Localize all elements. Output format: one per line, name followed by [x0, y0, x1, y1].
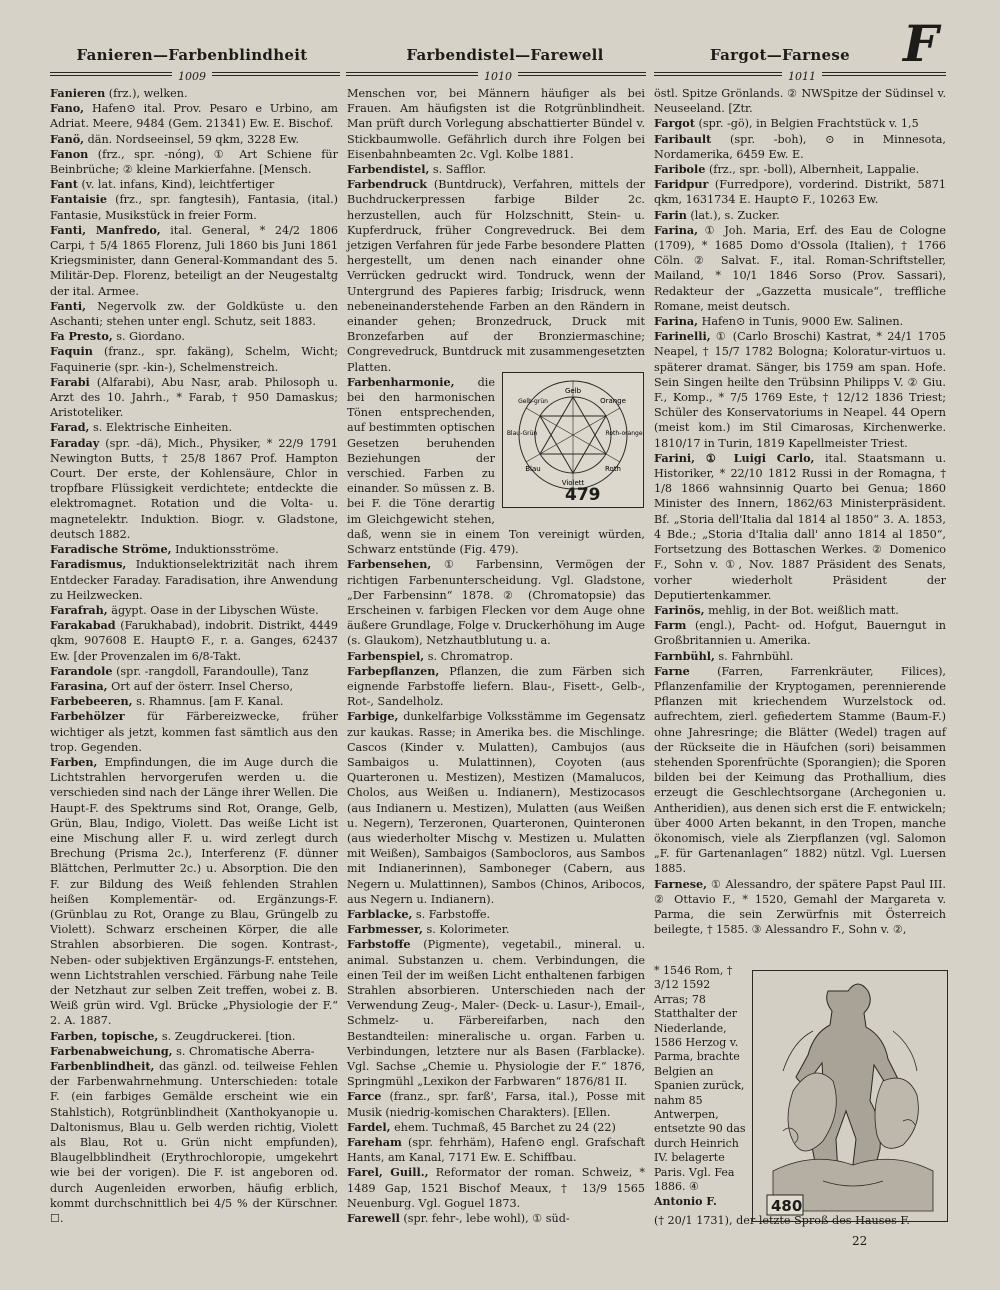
entry-text: Hafen⊙ ital. Prov. Pesaro e Urbino, am Adriat. Meere, 9484 (Gem. 21341) Ew. E. Bischof. [50, 102, 338, 131]
entry-headword: Farbendistel, [347, 162, 430, 177]
dictionary-entry [50, 709, 338, 755]
entry-text: Hafen⊙ in Tunis, 9000 Ew. Salinen. [698, 315, 904, 329]
dictionary-entry [347, 1120, 645, 1135]
dictionary-entry [50, 147, 338, 177]
entry-headword: Farnese, [654, 876, 708, 891]
entry-text: ital. General, * 24/2 1806 Carpi, † 5/4 1865 Florenz, Juli 1860 bis Juni 1861 Kriegsminister, dann General-Kommandant des 5. Militär-Dep. Florenz, beteiligt an der Neugestaltg der ital. Armee. [50, 223, 338, 298]
entry-text: (Farren, Farrenkräuter, Filices), Pflanzenfamilie der Kryptogamen, perennierende Pflanzen mit kriechendem Wurzelstock od. aufrechtem, zierl. gefiedertem Stamme (Baum-F.) ohne Jahresringe; die Blätter (Wedel) tragen auf der Rückseite die in Häufchen (sori) beisammen stehenden Sporenfrüchte (Sporangien); die Sporen bilden bei der Keimung das Prothallium, dies erzeugt die Geschlechtsorgane (Archegonien u. Antheridien), aus denen sich erst die F. entwickeln; über 4000 Arten bekannt, in den Tropen, manche ökonomisch, viele als Zierpflanzen (vgl. Salomon „F. für Gartenanlagen“ 1882) nützl. Vgl. Luersen 1885. [654, 664, 946, 876]
entry-headword: Fardel, [347, 1119, 391, 1134]
dictionary-entry [50, 1029, 338, 1044]
entry-headword: Fareham [347, 1135, 402, 1150]
entry-text: s. Farbstoffe. [412, 907, 491, 921]
circle-label: Violett [561, 479, 585, 487]
dictionary-entry [654, 86, 946, 116]
dictionary-entry [50, 618, 338, 664]
entry-text: Induktionsströme. [171, 543, 279, 557]
entry-text: Menschen vor, bei Männern häufiger als bei Frauen. Am häufigsten ist die Rotgrünblindheit. Man prüft durch Vorlegung abschattierter Bündel v. Stickbaumwolle. Gefährlich durch ihre Folgen bei Eisenbahnbeamten 2c. Vgl. Kolbe 1881. [347, 87, 645, 161]
farnese-antonio-line [654, 1213, 946, 1233]
entry-headword: Farbebeeren, [50, 694, 133, 709]
entry-text: die bei den harmonischen Tönen entsprechenden, auf bestimmten optischen Gesetzen beruhenden Beziehungen der verschied. Farben zu einander. So müssen z. B. bei F. die Töne derartig im Gleichgewicht stehen, daß, wenn sie in einem Ton vereinigt würden, Schwarz entstünde (Fig. 479). [347, 375, 645, 557]
entry-text: (Buntdruck), Verfahren, mittels der Buchdruckerpressen farbige Bilder 2c. herzustellen, auch für Holzschnitt, Stein- u. Kupferdruck, früher Congrevedruck. Bei dem jetzigen Verfahren für jede Farbe besondere Platten hergestellt, um denen nach einander ohne Verrücken gedruckt wird. Tondruck, wenn der Untergrund des Papieres farbig; Irisdruck, wenn nebeneinanderstehende Farben an den Rändern in einander gehen; Bronzedruck, Druck mit Bronzefarben auf der Bronziermaschine; Congrevedruck, Buntdruck mit zusammengesetzten Platten. [347, 178, 645, 374]
entry-headword: Fant [50, 177, 78, 192]
entry-headword: Farbenspiel, [347, 648, 425, 663]
entry-text: (engl.), Pacht- od. Hofgut, Bauerngut in Großbritannien u. Amerika. [654, 619, 946, 648]
circle-label: Roth-orange [605, 430, 643, 437]
entry-text: (frz., spr. -boll), Albernheit, Lappalie. [705, 163, 920, 177]
entry-text: s. Zeugdruckerei. [tion. [158, 1029, 296, 1043]
dictionary-entry [347, 922, 645, 937]
entry-headword: Faradismus, [50, 557, 127, 572]
entry-text: (frz., spr. fangtesih), Fantasia, (ital.) Fantasie, Musikstück in freier Form. [50, 193, 338, 222]
figure-number-480: 480 [771, 1197, 803, 1215]
entry-text: s. Fahrnbühl. [714, 649, 794, 663]
circle-label: Blau-Grün [506, 430, 538, 437]
entry-headword: Farin [654, 207, 687, 222]
dictionary-entry [50, 132, 338, 147]
dictionary-entry [50, 329, 338, 344]
dictionary-entry [654, 603, 946, 618]
entry-text: (Alfarabi), Abu Nasr, arab. Philosoph u. Arzt des 10. Jahrh., * Farab, † 950 Damaskus; Aristoteliker. [50, 375, 338, 420]
entry-text: (frz., spr. -nóng), ① Art Schiene für Beinbrüche; ② kleine Markierfahne. [Mensch. [50, 147, 338, 177]
dictionary-entry [347, 709, 645, 907]
farnese-monument-illustration [753, 971, 947, 1221]
circle-label: Blau [525, 465, 541, 473]
dictionary-entry [50, 542, 338, 557]
dictionary-entry [50, 86, 338, 101]
dictionary-entry [654, 208, 946, 223]
dictionary-entry [50, 1044, 338, 1059]
entry-text: (Pigmente), vegetabil., mineral. u. animal. Substanzen u. chem. Verbindungen, die einen Teil der im weißen Licht enthaltenen farbigen Strahlen absorbieren. Unterschieden nach der Verwendung Zeug-, Maler- (Deck- u. Lasur-), Email-, Schmelz- u. Färbereifarben, nach den Bestandteilen: mineralische u. organ. Farben u. Verbindungen, letztere nur als Basen (Farblacke). Vgl. Sachse „Chemie u. Physiologie der F.“ 1876, Springmühl „Lexikon der Farbwaren“ 1876/81 II. [347, 938, 645, 1089]
entry-text: Pflanzen, die zum Färben sich eignende Farbstoffe liefern. Blau-, Fisett-, Gelb-, Rot-, Sandelholz. [347, 664, 645, 709]
figure-number-479: 479 [565, 485, 601, 505]
dictionary-entry [654, 162, 946, 177]
entry-headword: Farinelli, [654, 329, 711, 344]
entry-headword: Farbepflanzen, [347, 663, 440, 678]
entry-text: s. Chromatrop. [424, 649, 514, 663]
entry-headword: Farasina, [50, 678, 108, 693]
dictionary-entry [50, 557, 338, 603]
dictionary-entry [50, 603, 338, 618]
dictionary-entry [50, 420, 338, 435]
entry-headword: Faradische Ströme, [50, 542, 172, 557]
dictionary-entry [347, 1211, 645, 1226]
entry-text: dunkelfarbige Volksstämme im Gegensatz zur kaukas. Rasse; in Amerika bes. die Mischlinge. Cascos (Kinder v. Mulatten), Cambujos (aus Sambaigos u. Mulattinnen), Coyoten (aus Quarteronen u. Mestizen), Mestizen (Mamalucos, Cholos, aus Weißen u. Indianern), Mestizocasos (aus Indianern u. Mestizen), Mulatten (aus Weißen u. Negern), Terzeronen, Quarteronen, Quinteronen (aus wiederholter Mischg v. Mestizen u. Mulatten mit Weißen), Sambaigos (Sambocloros, aus Sambos mit Indianerinnen), Samboneger (Cabern, aus Negern u. Mulattinnen), Sambos (Chinos, Aribocos, aus Negern u. Indianern). [347, 710, 645, 906]
entry-headword: Farina, [654, 314, 699, 329]
entry-text: (franz., spr. fakäng), Schelm, Wicht; Faquinerie (spr. -kin-), Schelmenstreich. [50, 345, 338, 374]
dictionary-entry [654, 664, 946, 877]
dictionary-entry [347, 162, 645, 177]
dictionary-entry [654, 116, 946, 131]
entry-headword: Faraday [50, 435, 100, 450]
dictionary-entry [50, 299, 338, 329]
column-header-2: Farbendistel—Farewell [406, 46, 604, 64]
entry-text: östl. Spitze Grönlands. ② NWSpitze der Südinsel v. Neuseeland. [Ztr. [654, 87, 946, 116]
entry-text: Reformator der roman. Schweiz, * 1489 Gap, 1521 Bischof Meaux, † 13/9 1565 Neuenburg. Vgl. Goguel 1873. [347, 1166, 645, 1210]
entry-headword: Farben, [50, 754, 98, 769]
entry-headword: Farnbühl, [654, 648, 715, 663]
circle-label: Roth [604, 465, 622, 473]
dictionary-entry [50, 664, 338, 679]
entry-text: Empfindungen, die im Auge durch die Lichtstrahlen hervorgerufen werden u. die verschieden sind nach der Länge ihrer Wellen. Die Haupt-F. des Spektrums sind Rot, Orange, Gelb, Grün, Blau, Indigo, Violett. Das weiße Licht ist eine Mischung aller F. u. wird zerlegt durch Brechung (Prisma 2c.), Interferenz (F. dünner Blättchen, Perlmutter 2c.) u. Absorption. Die den F. zur Bildung des Weiß fehlenden Strahlen heißen Komplementär- od. Ergänzungs-F. (Grünblau zu Rot, Orange zu Blau, Grüngelb zu Violett). Schwarz erscheinen Körper, die alle Strahlen absorbieren. Die sogen. Kontrast-, Neben- oder subjektiven Ergänzungs-F. entstehen, wenn Lichtstrahlen verschied. Färbung nahe Teile der Netzhaut zur selben Zeit treffen, wobei z. B. Weiß grün wird. Vgl. Brücke „Physiologie der F.“ 2. A. 1887. [50, 755, 338, 1028]
entry-headword: Faridpur [654, 177, 709, 192]
entry-headword: Faquin [50, 344, 93, 359]
farnese-antonio-text: († 20/1 1731), der letzte Sproß des Hauses F. [654, 1214, 910, 1227]
entry-headword: Farm [654, 618, 687, 633]
entry-headword: Farandole [50, 663, 113, 678]
entry-headword: Farini, ① Luigi Carlo, [654, 450, 815, 465]
entry-text: Induktionselektrizität nach ihrem Entdecker Faraday. Faradisation, ihre Anwendung zu Heilzwecken. [50, 558, 338, 602]
dictionary-entry [654, 618, 946, 648]
entry-text: (spr. -rangdoll, Farandoulle), Tanz [112, 664, 309, 678]
dictionary-entry [347, 937, 645, 1089]
dictionary-entry [347, 557, 645, 648]
entry-text: mehlig, in der Bot. weißlich matt. [704, 603, 899, 617]
entry-headword: Farabi [50, 374, 90, 389]
entry-text: dän. Nordseeinsel, 59 qkm, 3228 Ew. [84, 132, 300, 146]
dictionary-entry [50, 223, 338, 299]
entry-headword: Farbige, [347, 709, 399, 724]
dictionary-entry [50, 192, 338, 222]
entry-headword: Farewell [347, 1211, 400, 1226]
farnese-antonio-headword: Antonio F. [654, 1194, 717, 1208]
entry-text: (franz., spr. farß', Farsa, ital.), Posse mit Musik (niedrig-komischen Charakters). [Ellen. [347, 1090, 645, 1119]
column-header-1: Fanieren—Farbenblindheit [76, 46, 308, 64]
entry-text: ital. Staatsmann u. Historiker, * 22/10 1812 Russi in der Romagna, † 1/8 1866 wahnsinnig Quarto bei Genua; 1860 Minister des Innern, 1862/63 Ministerpräsident. Bf. „Storia dell'Italia dal 1814 al 1850“ 3. A. 1853, 4 Bde.; „Storia d'Italia dall' anno 1814 al 1850“, Fortsetzung des Bottaschen Werkes. ② Domenico F., Sohn v. ①, Nov. 1887 Präsident des Senats, vorher wiederholt Präsident der Deputiertenkammer. [654, 451, 946, 602]
entry-headword: Farben, topische, [50, 1028, 159, 1043]
section-letter: F [903, 14, 939, 73]
dictionary-entry [50, 375, 338, 421]
circle-label: Gelb-grün [518, 398, 548, 405]
entry-text: ① (Carlo Broschi) Kastrat, * 24/1 1705 Neapel, † 15/7 1782 Bologna; Koloratur-virtuos u. späterer dramat. Sänger, bis 1759 am span. Hofe. Sein Singen heilte den Trübsinn Philipps V. ② Giu. F., Komp., * 7/5 1769 Este, † 12/12 1836 Triest; Schüler des Konservatoriums in Neapel. 44 Opern (meist kom.) im Stil Cimarosas, Kirchenwerke. 1810/17 in Turin, 1819 Kapellmeister Triest. [654, 330, 946, 450]
entry-headword: Fanon [50, 146, 89, 161]
entry-headword: Farbenblindheit, [50, 1059, 155, 1073]
entry-headword: Farinös, [654, 602, 705, 617]
entry-text: (spr. -boh), ⊙ in Minnesota, Nordamerika, 6459 Ew. E. [654, 132, 946, 161]
entry-headword: Farel, Guill., [347, 1165, 429, 1180]
entry-text: (lat.), s. Zucker. [686, 208, 780, 222]
entry-headword: Fa Presto, [50, 329, 113, 344]
entry-text: (spr. fehr-, lebe wohl), ① süd- [399, 1212, 570, 1226]
entry-headword: Farina, [654, 222, 699, 237]
farnese-side-text-body: * 1546 Rom, † 3/12 1592 Arras; 78 Statthalter der Niederlande, 1586 Herzog v. Parma, brachte Belgien an Spanien zurück, nahm 85 Antwerpen, entsetzte 90 das durch Heinrich IV. belagerte Paris. Vgl. Fea 1886. ④ [654, 964, 746, 1194]
dictionary-entry [654, 223, 946, 314]
entry-text: das gänzl. od. teilweise Fehlen der Farbenwahrnehmung. Unterschieden: totale F. (ein farbiges Gemälde erscheint wie ein Stahlstich), Rotgrünblindheit (Xanthokyanopie u. Daltonismus, Blau u. Gelb werden richtig, Violett als Blau, Rot u. Grün nicht empfunden), Blaugelbblindheit (Erythrochloropie, umgekehrt wie bei der vorigen). Die F. ist angeboren od. durch Augenleiden erworben, häufig erblich, kommt durchschnittlich bei 4/5 % der Kürschner. ☐. [50, 1060, 338, 1226]
entry-headword: Fanti, Manfredo, [50, 222, 161, 237]
farnese-side-text [654, 964, 746, 1214]
dictionary-entry [50, 177, 338, 192]
entry-headword: Farbstoffe [347, 937, 411, 952]
dictionary-entry [347, 664, 645, 710]
color-circle-figure [502, 372, 644, 508]
entry-text: (Furredpore), vorderind. Distrikt, 5871 qkm, 1631734 E. Haupt⊙ F., 10263 Ew. [654, 178, 946, 207]
entry-headword: Fantaisie [50, 192, 108, 207]
entry-text: Ort auf der österr. Insel Cherso, [107, 679, 294, 693]
dictionary-entry [50, 679, 338, 694]
entry-headword: Fanieren [50, 86, 106, 100]
page-number-1: 1009 [172, 70, 212, 83]
dictionary-entry [50, 755, 338, 1029]
entry-text: für Färbereizwecke, früher wichtiger als jetzt, kommen fast sämtlich aus den trop. Gegenden. [50, 710, 338, 754]
dictionary-entry [654, 877, 946, 938]
dictionary-entry [50, 436, 338, 542]
entry-headword: Farce [347, 1089, 382, 1104]
entry-text: (spr. -dä), Mich., Physiker, * 22/9 1791 Newington Butts, † 25/8 1867 Prof. Hampton Court. Der erste, der Kohlensäure, Chlor in tropfbare Flüssigkeit verdichtete; entdeckte die elektromagnet. Rotation und die Volta- u. magnetelektr. Induktion. Biogr. v. Gladstone, deutsch 1882. [50, 436, 338, 541]
dictionary-entry [347, 86, 645, 162]
entry-headword: Fanti, [50, 298, 87, 313]
entry-headword: Farbensehen, [347, 557, 432, 572]
dictionary-entry [347, 177, 645, 375]
entry-text: s. Rhamnus. [am F. Kanal. [132, 695, 284, 709]
entry-headword: Farbehölzer [50, 709, 125, 724]
entry-headword: Farblacke, [347, 906, 413, 921]
entry-text: (v. lat. infans, Kind), leichtfertiger [77, 178, 275, 192]
entry-text: ① Alessandro, der spätere Papst Paul III. ② Ottavio F., * 1520, Gemahl der Margareta v. Parma, die sein Zerwürfnis mit Österreich beilegte, † 1585. ③ Alessandro F., Sohn v. ②, [654, 877, 946, 937]
entry-text: (spr. fehrhäm), Hafen⊙ engl. Grafschaft Hants, am Kanal, 7171 Ew. E. Schiffbau. [347, 1136, 645, 1165]
text-column-1 [50, 86, 338, 1276]
entry-text: Negervolk zw. der Goldküste u. den Aschanti; stehen unter engl. Schutz, seit 1883. [50, 299, 338, 329]
entry-text: ehem. Tuchmaß, 45 Barchet zu 24 (22) [390, 1120, 616, 1134]
dictionary-entry [50, 694, 338, 709]
entry-headword: Fargot [654, 116, 695, 131]
page-number-2: 1010 [478, 70, 518, 83]
entry-headword: Fano, [50, 101, 85, 116]
dictionary-entry [347, 1089, 645, 1119]
dictionary-entry [50, 101, 338, 131]
text-column-3 [654, 86, 946, 937]
entry-text: s. Giordano. [112, 330, 185, 344]
dictionary-entry [347, 649, 645, 664]
dictionary-entry [654, 177, 946, 207]
entry-headword: Farad, [50, 420, 90, 435]
entry-headword: Faribole [654, 162, 706, 177]
entry-headword: Farafrah, [50, 602, 108, 617]
entry-headword: Fanö, [50, 131, 85, 146]
dictionary-entry [654, 451, 946, 603]
text-column-2 [347, 86, 645, 1276]
column-header-3: Fargot—Farnese [710, 46, 850, 64]
entry-headword: Faribault [654, 131, 712, 146]
entry-text: ägypt. Oase in der Libyschen Wüste. [107, 603, 319, 617]
entry-text: s. Kolorimeter. [422, 923, 510, 937]
dictionary-entry [654, 132, 946, 162]
entry-headword: Farakabad [50, 618, 116, 633]
entry-headword: Farbmesser, [347, 922, 423, 937]
circle-label: Gelb [564, 387, 582, 395]
dictionary-entry [50, 344, 338, 374]
entry-text: s. Chromatische Aberra- [172, 1044, 315, 1058]
dictionary-entry [654, 649, 946, 664]
entry-text: s. Elektrische Einheiten. [89, 421, 233, 435]
entry-text: s. Safflor. [429, 163, 487, 177]
entry-text: (frz.), welken. [105, 87, 188, 100]
circle-label: Orange [600, 397, 626, 405]
entry-headword: Farne [654, 663, 690, 678]
page-footer-number: 22 [852, 1234, 868, 1248]
dictionary-entry [654, 329, 946, 451]
dictionary-entry [654, 314, 946, 329]
entry-headword: Farbenharmonie, [347, 374, 455, 389]
dictionary-entry [50, 1059, 338, 1226]
page-number-3: 1011 [782, 70, 822, 83]
entry-headword: Farbenabweichung, [50, 1043, 173, 1058]
entry-text: (spr. -gö), in Belgien Frachtstück v. 1,5 [694, 117, 919, 131]
dictionary-entry [347, 1135, 645, 1165]
dictionary-entry [347, 1165, 645, 1211]
entry-text: (Farukhabad), indobrit. Distrikt, 4449 qkm, 907608 E. Haupt⊙ F., r. a. Ganges, 62437 Ew. [der Provenzalen im 6/8-Takt. [50, 619, 338, 663]
dictionary-entry [347, 907, 645, 922]
entry-headword: Farbendruck [347, 177, 427, 192]
entry-text: ① Farbensinn, Vermögen der richtigen Farbenunterscheidung. Vgl. Gladstone, „Der Farbensinn“ 1878. ② (Chromatopsie) das Erscheinen v. farbigen Flecken vor dem Auge ohne äußere Grundlage, Folge v. Druckerhöhung im Auge (s. Glaukom), Netzhautblutung u. a. [347, 558, 645, 648]
entry-text: ① Joh. Maria, Erf. des Eau de Cologne (1709), * 1685 Domo d'Ossola (Italien), † 1766 Cöln. ② Salvat. F., ital. Roman-Schriftsteller, Mailand, * 10/1 1846 Sorso (Prov. Sassari), Redakteur der „Gazzetta musicale“, treffliche Romane, meist deutsch. [654, 223, 946, 313]
farnese-monument-figure [752, 970, 948, 1222]
